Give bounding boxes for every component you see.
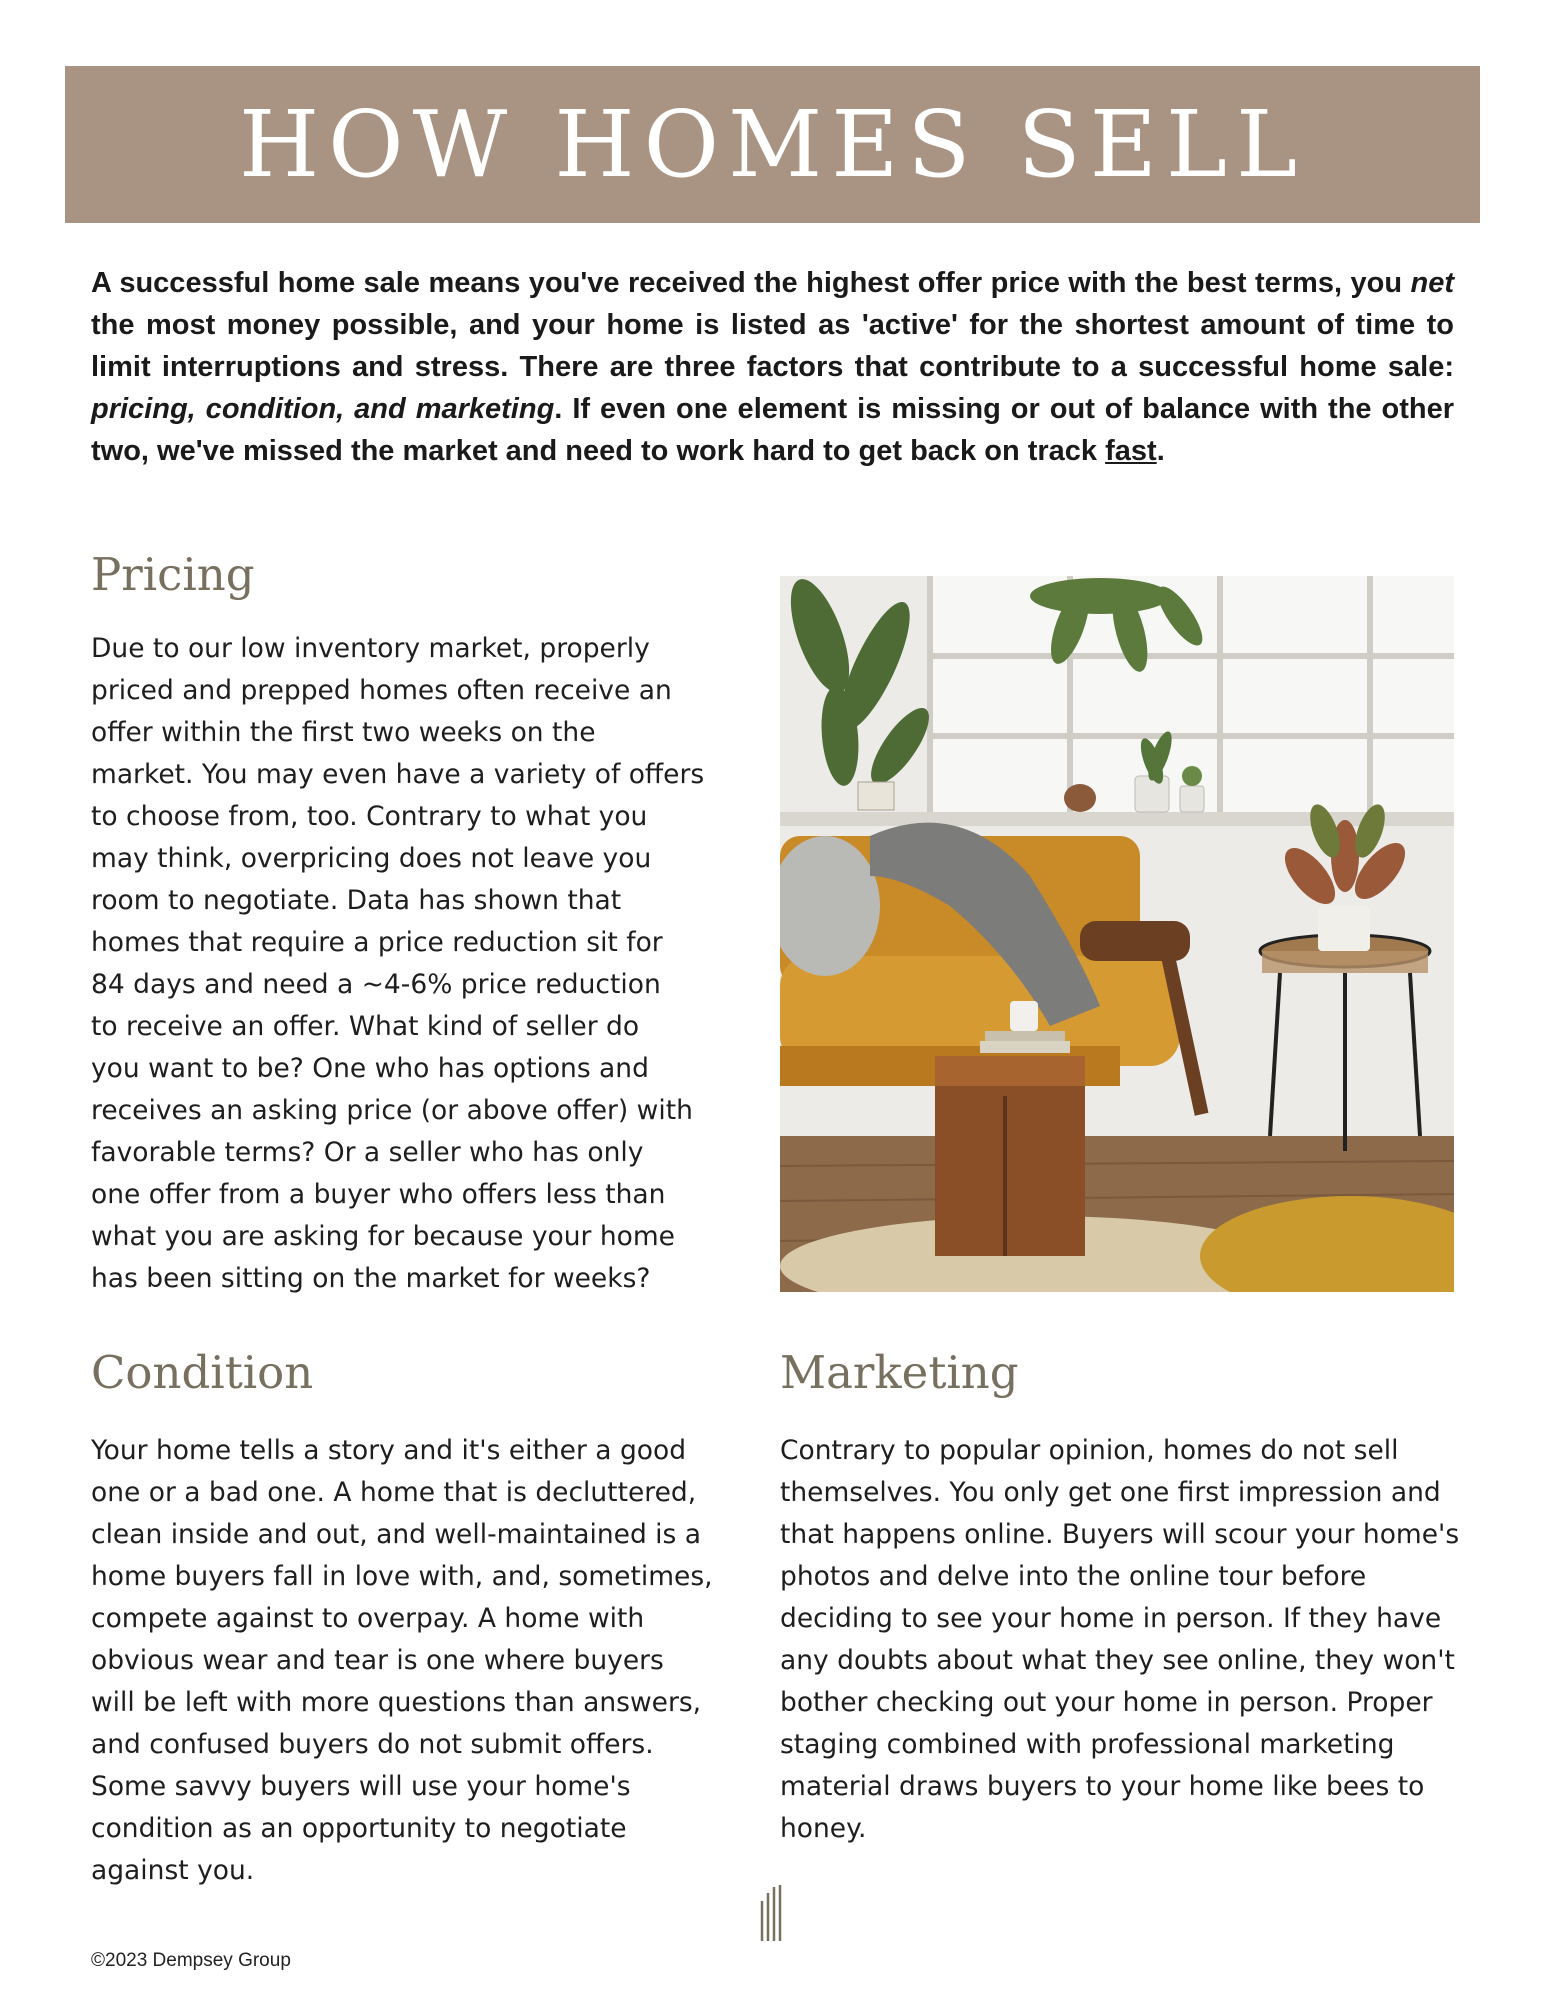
- condition-line: one or a bad one. A home that is decluttered,: [91, 1477, 697, 1508]
- intro-text-3: . If even one element is missing or out of balance with the other two, we've missed the market and need to work hard to get back on track: [91, 393, 1454, 467]
- marketing-line: material draws buyers to your home like bees to: [780, 1771, 1425, 1802]
- page-title: HOW HOMES SELL: [238, 91, 1307, 198]
- marketing-line: themselves. You only get one first impression and: [780, 1477, 1441, 1508]
- pricing-line: market. You may even have a variety of offers: [91, 759, 705, 790]
- pricing-line: to choose from, too. Contrary to what you: [91, 801, 648, 832]
- marketing-line: honey.: [780, 1813, 867, 1844]
- pricing-line: homes that require a price reduction sit for: [91, 927, 663, 958]
- pricing-line: you want to be? One who has options and: [91, 1053, 649, 1084]
- intro-text-1: A successful home sale means you've received the highest offer price with the best terms, you: [91, 267, 1411, 299]
- marketing-line: that happens online. Buyers will scour your home's: [780, 1519, 1460, 1550]
- footer-copyright: ©2023 Dempsey Group: [91, 1950, 291, 1971]
- pricing-line: 84 days and need a ~4-6% price reduction: [91, 969, 661, 1000]
- pricing-line: offer within the first two weeks on the: [91, 717, 596, 748]
- condition-line: Your home tells a story and it's either a good: [91, 1435, 687, 1466]
- condition-line: Some savvy buyers will use your home's: [91, 1771, 631, 1802]
- living-room-photo: [780, 576, 1454, 1292]
- intro-emphasis-factors: pricing, condition, and marketing: [91, 393, 555, 425]
- marketing-body: [780, 1430, 1480, 1850]
- pricing-line: one offer from a buyer who offers less than: [91, 1179, 666, 1210]
- condition-line: obvious wear and tear is one where buyers: [91, 1645, 664, 1676]
- intro-emphasis-net: net: [1410, 267, 1454, 299]
- pricing-line: what you are asking for because your home: [91, 1221, 675, 1252]
- watering-can: [1064, 784, 1096, 812]
- pot: [1180, 786, 1204, 812]
- condition-line: home buyers fall in love with, and, sometimes,: [91, 1561, 713, 1592]
- mug: [1010, 1001, 1038, 1031]
- title-banner: [65, 66, 1480, 223]
- pricing-line: priced and prepped homes often receive an: [91, 675, 672, 706]
- condition-line: compete against to overpay. A home with: [91, 1603, 645, 1634]
- books: [985, 1031, 1065, 1041]
- window-sill: [780, 812, 1454, 826]
- condition-line: and confused buyers do not submit offers.: [91, 1729, 654, 1760]
- condition-body: [91, 1430, 761, 1892]
- intro-underline-fast: fast: [1105, 435, 1157, 467]
- marketing-line: any doubts about what they see online, they won't: [780, 1645, 1455, 1676]
- condition-heading: Condition: [91, 1346, 314, 1399]
- brand-logo-icon: [758, 1883, 784, 1943]
- wooden-stool: [935, 1056, 1085, 1256]
- intro-paragraph: [91, 262, 1454, 472]
- books: [980, 1041, 1070, 1053]
- pricing-line: has been sitting on the market for weeks?: [91, 1263, 651, 1294]
- marketing-line: Contrary to popular opinion, homes do not sell: [780, 1435, 1399, 1466]
- marketing-line: bother checking out your home in person. Proper: [780, 1687, 1433, 1718]
- pricing-line: room to negotiate. Data has shown that: [91, 885, 622, 916]
- marketing-heading: Marketing: [780, 1346, 1019, 1399]
- pricing-heading: Pricing: [91, 548, 255, 601]
- pricing-line: receives an asking price (or above offer) with: [91, 1095, 693, 1126]
- condition-line: against you.: [91, 1855, 255, 1886]
- marketing-line: staging combined with professional marketing: [780, 1729, 1395, 1760]
- marketing-line: deciding to see your home in person. If they have: [780, 1603, 1442, 1634]
- intro-text-4: .: [1156, 435, 1165, 467]
- pricing-body: [91, 628, 751, 1300]
- condition-line: clean inside and out, and well-maintained is a: [91, 1519, 702, 1550]
- intro-text-2: the most money possible, and your home is listed as 'active' for the shortest amount of time to limit interruptions and stress. There are three factors that contribute to a successful home sale:: [91, 309, 1454, 383]
- pricing-line: Due to our low inventory market, properly: [91, 633, 650, 664]
- pricing-line: may think, overpricing does not leave you: [91, 843, 652, 874]
- living-room-illustration: [780, 576, 1454, 1292]
- pricing-line: to receive an offer. What kind of seller do: [91, 1011, 640, 1042]
- pot: [1135, 776, 1169, 812]
- pot: [1318, 906, 1370, 951]
- clock: [858, 782, 894, 810]
- condition-line: will be left with more questions than answers,: [91, 1687, 702, 1718]
- pricing-line: favorable terms? Or a seller who has only: [91, 1137, 644, 1168]
- marketing-line: photos and delve into the online tour before: [780, 1561, 1367, 1592]
- condition-line: condition as an opportunity to negotiate: [91, 1813, 627, 1844]
